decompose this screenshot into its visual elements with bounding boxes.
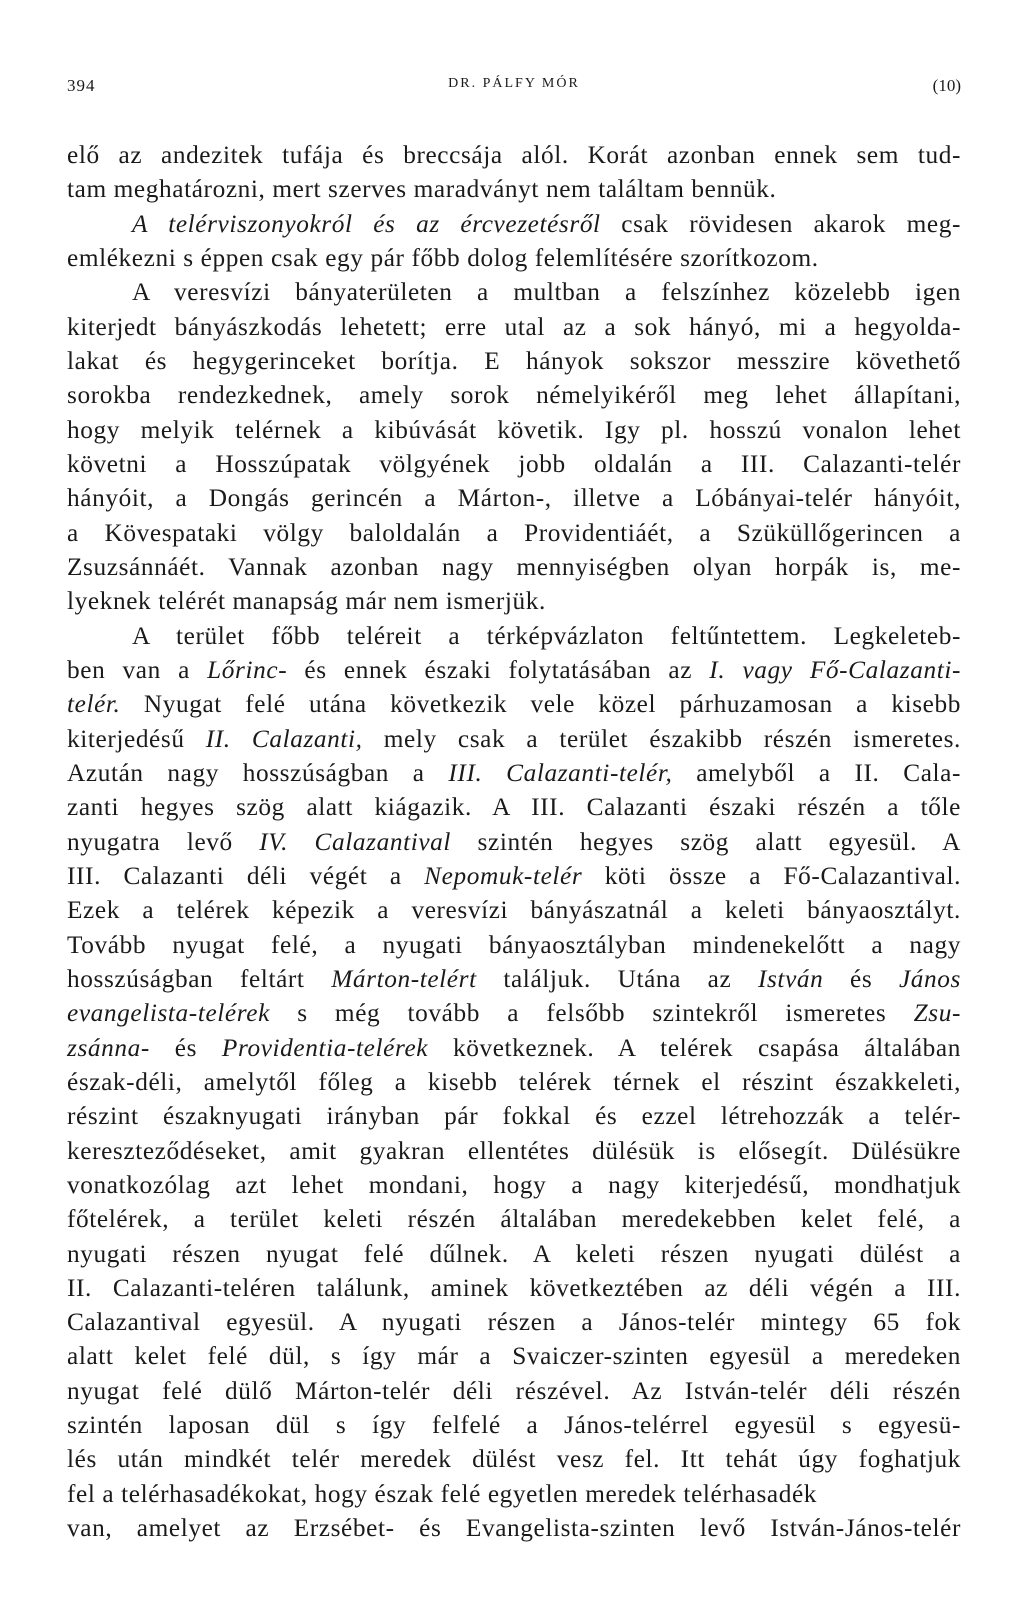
text-line (67, 516, 961, 550)
text-line (67, 1134, 961, 1168)
text-segment: lyeknek telérét manapság már nem ismerjük. (67, 587, 546, 616)
text-line (67, 893, 961, 927)
text-segment: Ezek a telérek képezik a veresvízi bányászatnál a keleti bányaosztályt. (67, 896, 961, 925)
italic-text-segment: Providentia-telérek (221, 1033, 429, 1062)
text-line (67, 1408, 961, 1442)
text-segment: A terület főbb teléreit a térképvázlaton feltűntettem. Legkeleteb- (132, 621, 961, 650)
text-segment: amelyből a II. Cala- (672, 758, 961, 787)
running-header (67, 76, 961, 106)
text-segment: van, amelyet az Erzsébet- és Evangelista-szinten levő István-János-telér (67, 1514, 961, 1543)
text-segment: nyugati részen nyugat felé dűlnek. A keleti részen nyugati dülést a (67, 1239, 961, 1268)
text-segment: ben van a (67, 655, 208, 684)
text-segment: lakat és hegygerinceket borítja. E hányok sokszor messzire követhető (67, 346, 961, 375)
text-segment: tam meghatározni, mert szerves maradványt nem találtam bennük. (67, 175, 777, 204)
text-line (67, 310, 961, 344)
text-line (67, 756, 961, 790)
text-segment: mely csak a terület északibb részén ismeretes. (362, 724, 961, 753)
text-line (67, 1339, 961, 1373)
text-segment: a Kövespataki völgy baloldalán a Providentiáét, a Szüküllőgerincen a (67, 518, 961, 547)
text-line (67, 1099, 961, 1133)
text-segment: találjuk. Utána az (476, 964, 758, 993)
text-segment: szintén laposan dül s így felfelé a János-telérrel egyesül s egyesü- (67, 1411, 961, 1440)
text-segment: szintén hegyes szög alatt egyesül. A (451, 827, 961, 856)
text-line (67, 1031, 961, 1065)
text-line (67, 378, 961, 412)
text-line (67, 447, 961, 481)
text-segment: kiterjedésű (67, 724, 206, 753)
text-segment: főtelérek, a terület keleti részén általában meredekebben kelet felé, a (67, 1205, 961, 1234)
text-segment: emlékezni s éppen csak egy pár főbb dolog felemlítésére szorítkozom. (67, 243, 819, 272)
text-line (67, 790, 961, 824)
text-segment: vonatkozólag azt lehet mondani, hogy a nagy kiterjedésű, mondhatjuk (67, 1170, 961, 1199)
italic-text-segment: A telérviszonyokról és az ércvezetésről (132, 209, 601, 238)
text-line (67, 584, 961, 618)
text-line (67, 138, 961, 172)
text-line (67, 928, 961, 962)
text-segment: csak rövidesen akarok meg- (600, 209, 961, 238)
text-line (67, 172, 961, 206)
text-segment: nyugatra levő (67, 827, 260, 856)
text-line (67, 481, 961, 515)
text-line (67, 825, 961, 859)
text-line (67, 962, 961, 996)
text-line (67, 207, 961, 241)
document-page (67, 0, 961, 1609)
text-segment: kiterjedt bányászkodás lehetett; erre utal az a sok hányó, mi a hegyolda- (67, 312, 961, 341)
text-line (67, 1305, 961, 1339)
italic-text-segment: Zsu- (913, 999, 961, 1028)
text-line (67, 241, 961, 275)
text-segment: s még tovább a felsőbb szintekről ismeretes (269, 999, 914, 1028)
text-line (67, 1511, 961, 1545)
italic-text-segment: III. Calazanti-telér, (448, 758, 673, 787)
italic-text-segment: II. Calazanti, (205, 724, 363, 753)
text-segment: hosszúságban feltárt (67, 964, 332, 993)
italic-text-segment: János (898, 964, 961, 993)
text-line (67, 413, 961, 447)
text-segment: fel a telérhasadékokat, hogy észak felé egyetlen meredek telérhasadék (67, 1479, 818, 1508)
text-segment: Tovább nyugat felé, a nyugati bányaosztályban mindenekelőtt a nagy (67, 930, 961, 959)
author-running-head: DR. PÁLFY MÓR (448, 76, 580, 91)
text-segment: és (149, 1033, 222, 1062)
text-line (67, 1374, 961, 1408)
text-line (67, 687, 961, 721)
page-number: 394 (67, 76, 96, 95)
text-line (67, 1202, 961, 1236)
text-segment: köti össze a Fő-Calazantival. (582, 861, 962, 890)
italic-text-segment: I. vagy Fő-Calazanti- (709, 655, 961, 684)
italic-text-segment: Márton-telért (331, 964, 477, 993)
text-line (67, 344, 961, 378)
text-line (67, 1168, 961, 1202)
text-segment: lés után mindkét telér meredek dülést vesz fel. Itt tehát úgy foghatjuk (67, 1445, 961, 1474)
text-segment: alatt kelet felé dül, s így már a Svaiczer-szinten egyesül a meredeken (67, 1342, 961, 1371)
text-line (67, 1271, 961, 1305)
text-line (67, 619, 961, 653)
text-segment: észak-déli, amelytől főleg a kisebb telérek térnek el részint északkeleti, (67, 1067, 961, 1096)
text-segment: sorokba rendezkednek, amely sorok némelyikéről meg lehet állapítani, (67, 381, 961, 410)
italic-text-segment: Lőrinc- (207, 655, 288, 684)
text-line (67, 996, 961, 1030)
text-segment: kereszteződéseket, amit gyakran ellentétes dülésük is elősegít. Dülésükre (67, 1136, 961, 1165)
text-line (67, 1065, 961, 1099)
text-segment: és (823, 964, 899, 993)
italic-text-segment: telér. (67, 690, 121, 719)
text-segment: II. Calazanti-teléren találunk, aminek következtében az déli végén a III. (67, 1273, 961, 1302)
text-line (67, 859, 961, 893)
italic-text-segment: evangelista-telérek (67, 999, 270, 1028)
text-segment: Nyugat felé utána következik vele közel párhuzamosan a kisebb (120, 690, 961, 719)
text-segment: Azután nagy hosszúságban a (67, 758, 449, 787)
text-line (67, 722, 961, 756)
italic-text-segment: zsánna- (67, 1033, 150, 1062)
section-number: (10) (932, 76, 961, 95)
text-segment: részint északnyugati irányban pár fokkal és ezzel létrehozzák a telér- (67, 1102, 961, 1131)
text-segment: hogy melyik telérnek a kibúvását követik. Igy pl. hosszú vonalon lehet (67, 415, 961, 444)
text-segment: és ennek északi folytatásában az (287, 655, 710, 684)
body-text (67, 138, 961, 1545)
text-line (67, 275, 961, 309)
text-segment: A veresvízi bányaterületen a multban a felszínhez közelebb igen (132, 278, 961, 307)
text-segment: következnek. A telérek csapása általában (428, 1033, 961, 1062)
text-segment: nyugat felé dülő Márton-telér déli részével. Az István-telér déli részén (67, 1376, 961, 1405)
text-segment: III. Calazanti déli végét a (67, 861, 425, 890)
text-segment: zanti hegyes szög alatt kiágazik. A III. Calazanti északi részén a tőle (67, 793, 961, 822)
text-segment: hányóit, a Dongás gerincén a Márton-, illetve a Lóbányai-telér hányóit, (67, 484, 961, 513)
italic-text-segment: Nepomuk-telér (424, 861, 583, 890)
text-line (67, 1237, 961, 1271)
text-segment: elő az andezitek tufája és breccsája alól. Korát azonban ennek sem tud- (67, 141, 961, 169)
text-line (67, 653, 961, 687)
text-segment: Zsuzsánnáét. Vannak azonban nagy mennyiségben olyan horpák is, me- (67, 552, 961, 581)
italic-text-segment: IV. Calazantival (259, 827, 452, 856)
text-line (67, 550, 961, 584)
text-segment: Calazantival egyesül. A nyugati részen a János-telér mintegy 65 fok (67, 1308, 961, 1337)
text-line (67, 1442, 961, 1476)
italic-text-segment: István (757, 964, 824, 993)
text-line (67, 1477, 961, 1511)
text-segment: követni a Hosszúpatak völgyének jobb oldalán a III. Calazanti-telér (67, 449, 961, 478)
